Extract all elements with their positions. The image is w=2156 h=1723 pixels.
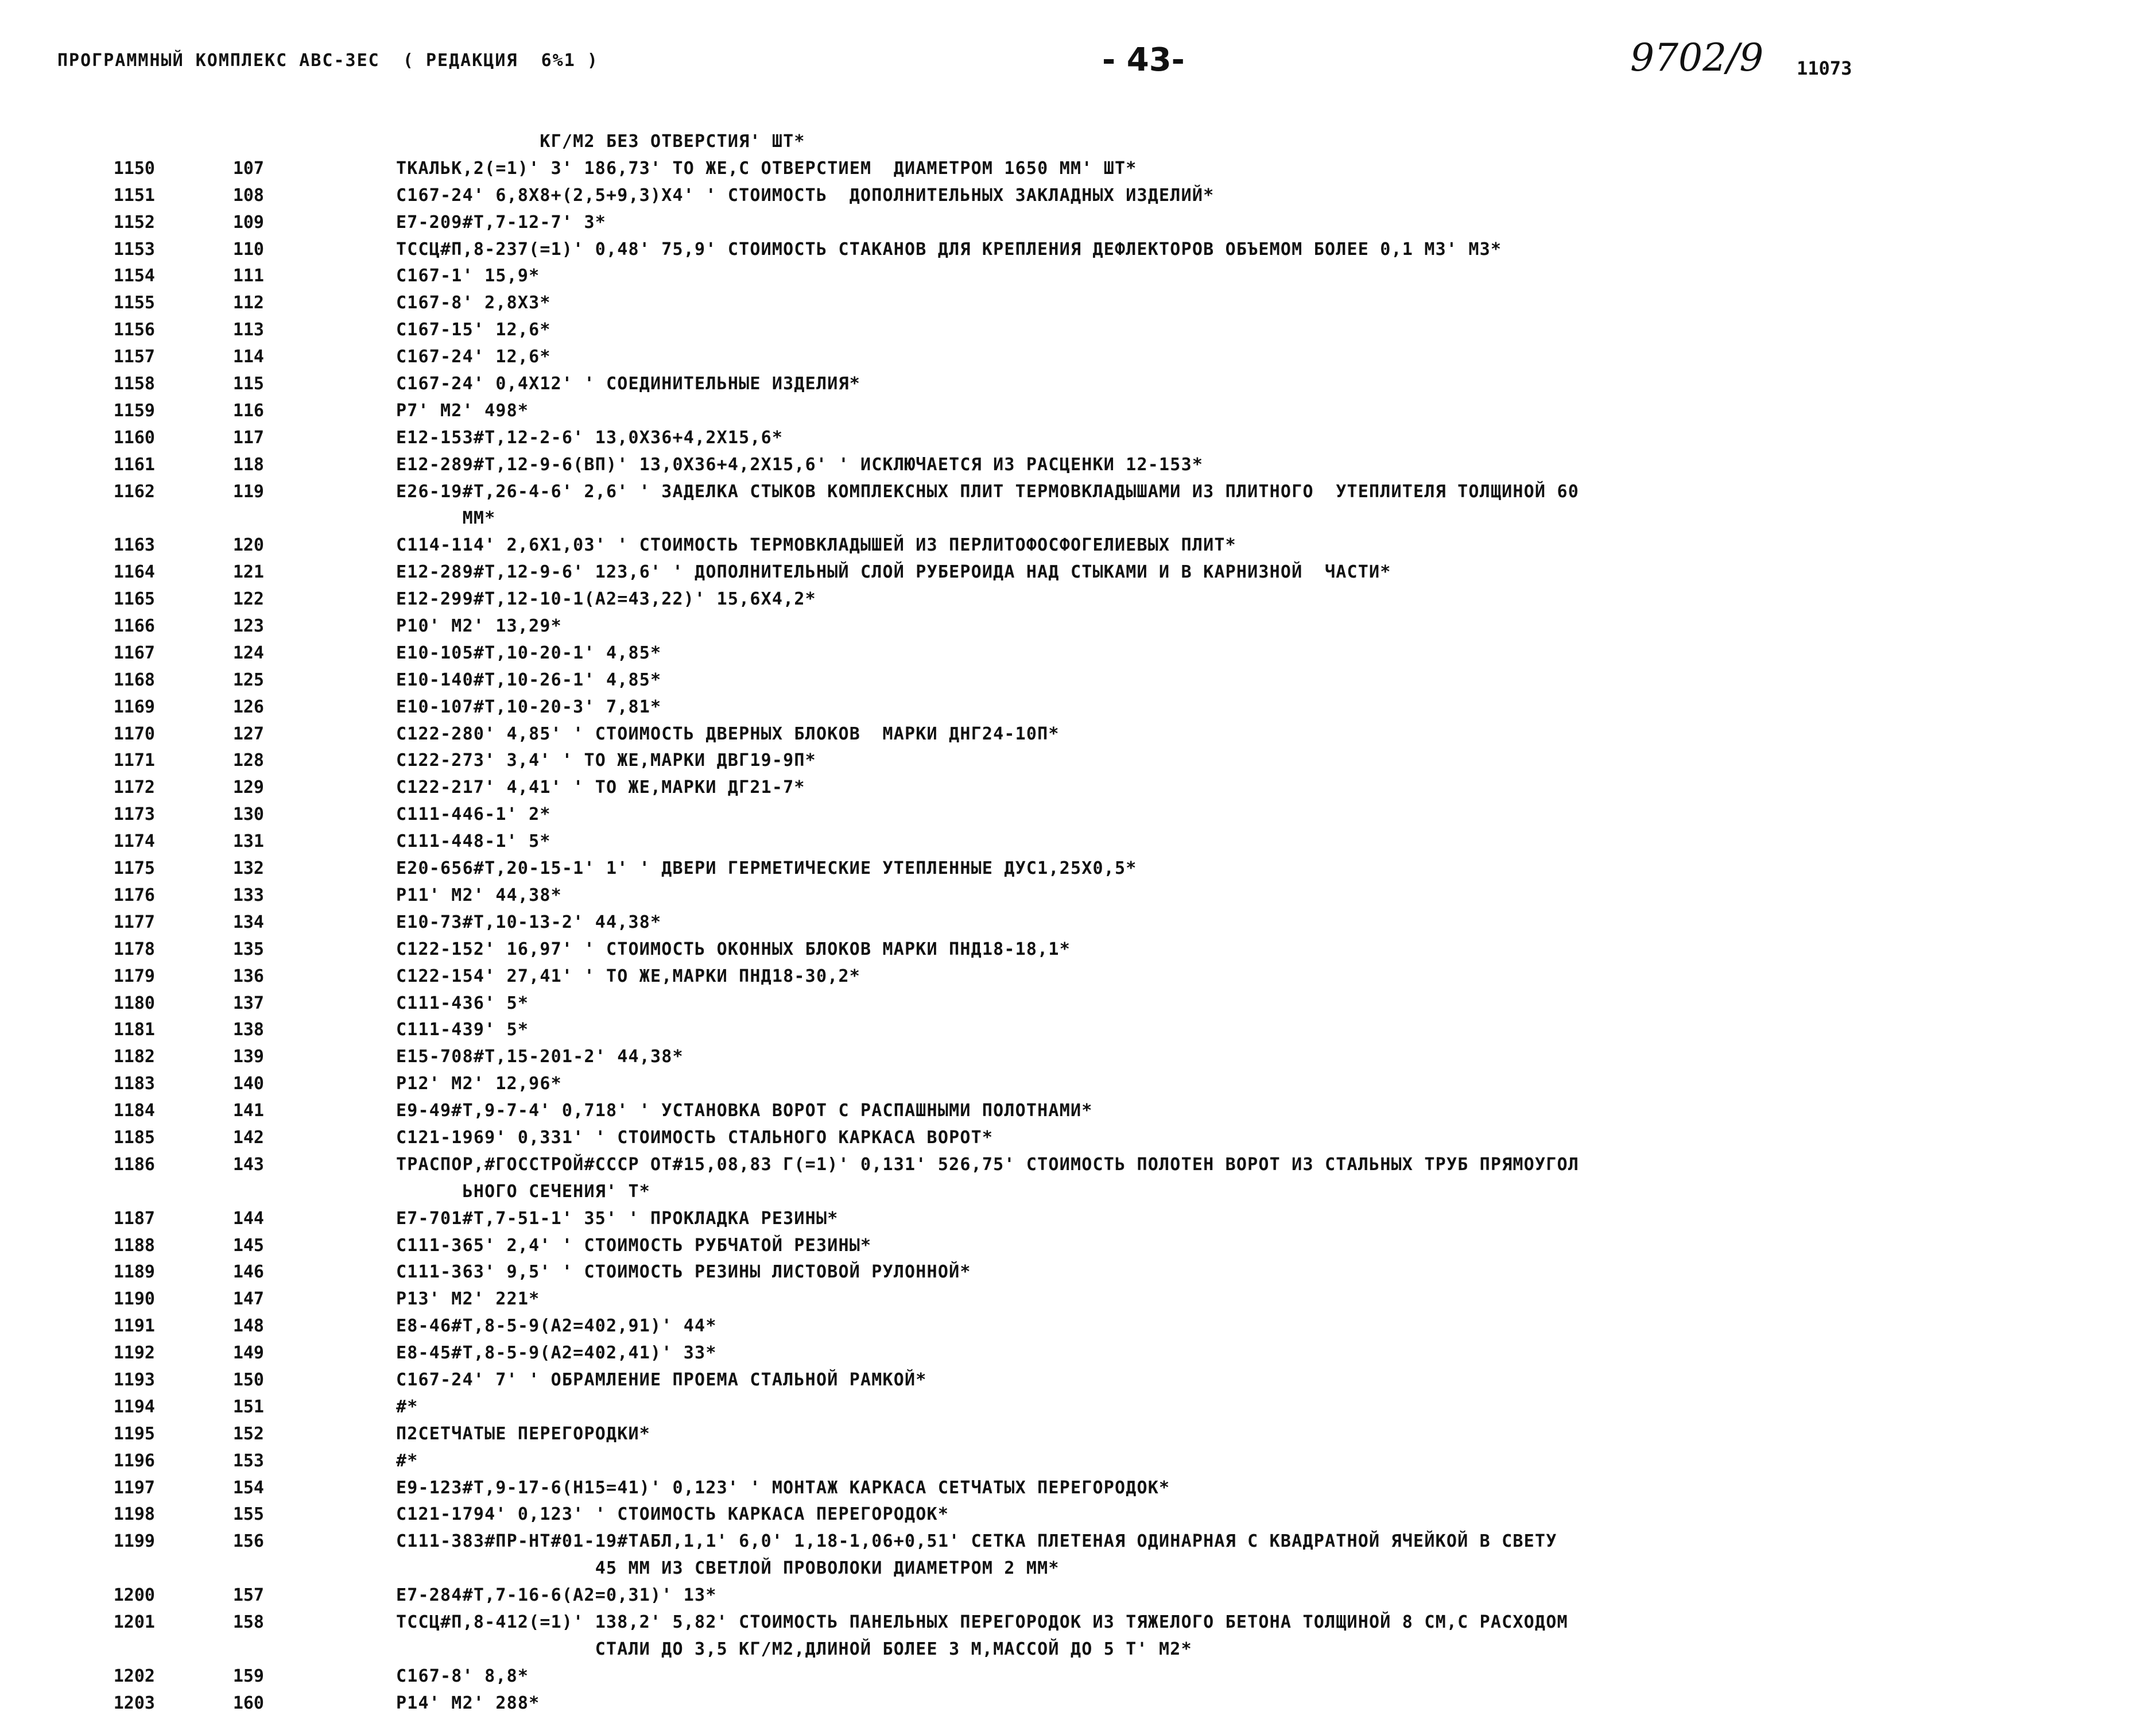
line-number: 1160 xyxy=(113,427,155,448)
listing-line xyxy=(0,1475,2156,1502)
operation-number: 119 xyxy=(232,481,264,502)
line-text: Е8-46#Т,8-5-9(А2=402,91)' 44* xyxy=(396,1316,717,1337)
listing-continuation-line xyxy=(0,1555,2156,1582)
line-number: 1172 xyxy=(113,777,155,798)
listing-line xyxy=(0,398,2156,425)
operation-number: 115 xyxy=(232,374,264,394)
operation-number: 136 xyxy=(232,966,264,986)
line-number: 1186 xyxy=(113,1154,155,1175)
line-text: С122-152' 16,97' ' СТОИМОСТЬ ОКОННЫХ БЛОКОВ МАРКИ ПНД18-18,1* xyxy=(396,939,1071,959)
operation-number: 123 xyxy=(232,616,264,637)
listing-line xyxy=(0,237,2156,264)
listing-line xyxy=(0,1125,2156,1152)
line-number: 1158 xyxy=(113,374,155,394)
listing-line xyxy=(0,532,2156,559)
operation-number: 160 xyxy=(232,1693,264,1713)
line-text: Р11' М2' 44,38* xyxy=(396,885,562,905)
operation-number: 140 xyxy=(232,1074,264,1094)
line-text: Е12-299#Т,12-10-1(А2=43,22)' 15,6Х4,2* xyxy=(396,589,816,610)
line-text: Р14' М2' 288* xyxy=(396,1693,540,1713)
operation-number: 134 xyxy=(232,912,264,932)
line-text: Е12-289#Т,12-9-6(ВП)' 13,0Х36+4,2Х15,6' ' ИСКЛЮЧАЕТСЯ ИЗ РАСЦЕНКИ 12-153* xyxy=(396,454,1204,475)
listing-line xyxy=(0,1609,2156,1636)
line-text: Е10-105#Т,10-20-1' 4,85* xyxy=(396,642,662,663)
operation-number: 143 xyxy=(232,1154,264,1175)
listing-line xyxy=(0,667,2156,694)
operation-number: 144 xyxy=(232,1208,264,1229)
listing-line xyxy=(0,694,2156,721)
line-text: С167-24' 12,6* xyxy=(396,347,551,367)
listing-line xyxy=(0,1071,2156,1098)
listing-line xyxy=(0,1044,2156,1071)
listing-line xyxy=(0,156,2156,183)
line-number: 1169 xyxy=(113,696,155,717)
operation-number: 146 xyxy=(232,1262,264,1283)
listing-line xyxy=(0,640,2156,667)
line-text: ТКАЛЬК,2(=1)' 3' 186,73' ТО ЖЕ,С ОТВЕРСТИЕМ ДИАМЕТРОМ 1650 ММ' ШТ* xyxy=(396,158,1137,179)
line-text: С111-439' 5* xyxy=(396,1020,529,1040)
listing-line xyxy=(0,210,2156,237)
line-text: #* xyxy=(396,1450,418,1471)
line-number: 1170 xyxy=(113,723,155,744)
line-number: 1198 xyxy=(113,1504,155,1525)
listing-line xyxy=(0,1367,2156,1394)
line-number: 1174 xyxy=(113,831,155,852)
line-number: 1157 xyxy=(113,347,155,367)
line-text: С111-363' 9,5' ' СТОИМОСТЬ РЕЗИНЫ ЛИСТОВОЙ РУЛОННОЙ* xyxy=(396,1262,971,1283)
line-text: Р12' М2' 12,96* xyxy=(396,1074,562,1094)
line-number: 1164 xyxy=(113,562,155,583)
listing-line xyxy=(0,1448,2156,1475)
line-number: 1197 xyxy=(113,1477,155,1498)
line-text: С122-280' 4,85' ' СТОИМОСТЬ ДВЕРНЫХ БЛОКОВ МАРКИ ДНГ24-10П* xyxy=(396,723,1060,744)
line-number: 1185 xyxy=(113,1127,155,1148)
line-number: 1182 xyxy=(113,1047,155,1067)
operation-number: 149 xyxy=(232,1343,264,1364)
listing-continuation-line xyxy=(0,505,2156,532)
line-text: Е9-123#Т,9-17-6(Н15=41)' 0,123' ' МОНТАЖ КАРКАСА СЕТЧАТЫХ ПЕРЕГОРОДОК* xyxy=(396,1477,1170,1498)
estimate-listing xyxy=(0,129,2156,1717)
line-number: 1171 xyxy=(113,750,155,771)
line-number: 1173 xyxy=(113,804,155,825)
line-number: 1183 xyxy=(113,1074,155,1094)
operation-number: 151 xyxy=(232,1396,264,1417)
line-text: Р13' М2' 221* xyxy=(396,1289,540,1310)
operation-number: 150 xyxy=(232,1369,264,1390)
operation-number: 117 xyxy=(232,427,264,448)
line-text: Р7' М2' 498* xyxy=(396,400,529,421)
line-number: 1190 xyxy=(113,1289,155,1310)
line-text: Е12-153#Т,12-2-6' 13,0Х36+4,2Х15,6* xyxy=(396,427,784,448)
operation-number: 156 xyxy=(232,1531,264,1552)
operation-number: 157 xyxy=(232,1585,264,1606)
listing-line xyxy=(0,1098,2156,1125)
line-text: Е8-45#Т,8-5-9(А2=402,41)' 33* xyxy=(396,1343,717,1364)
listing-line xyxy=(0,802,2156,828)
line-number: 1203 xyxy=(113,1693,155,1713)
operation-number: 118 xyxy=(232,454,264,475)
listing-line xyxy=(0,559,2156,586)
listing-line xyxy=(0,775,2156,802)
operation-number: 107 xyxy=(232,158,264,179)
listing-line xyxy=(0,748,2156,775)
operation-number: 158 xyxy=(232,1612,264,1632)
operation-number: 148 xyxy=(232,1316,264,1337)
line-number: 1166 xyxy=(113,616,155,637)
listing-continuation-line xyxy=(0,129,2156,156)
line-text: С167-8' 2,8Х3* xyxy=(396,293,551,313)
line-number: 1199 xyxy=(113,1531,155,1552)
line-text: П2СЕТЧАТЫЕ ПЕРЕГОРОДКИ* xyxy=(396,1423,651,1444)
line-text: С114-114' 2,6Х1,03' ' СТОИМОСТЬ ТЕРМОВКЛАДЫШЕЙ ИЗ ПЕРЛИТОФОСФОГЕЛИЕВЫХ ПЛИТ* xyxy=(396,535,1236,556)
line-text: #* xyxy=(396,1396,418,1417)
line-number: 1167 xyxy=(113,642,155,663)
listing-continuation-line xyxy=(0,1636,2156,1663)
operation-number: 126 xyxy=(232,696,264,717)
listing-line xyxy=(0,1206,2156,1233)
listing-line xyxy=(0,1286,2156,1313)
operation-number: 130 xyxy=(232,804,264,825)
listing-line xyxy=(0,1233,2156,1260)
operation-number: 135 xyxy=(232,939,264,959)
line-number: 1150 xyxy=(113,158,155,179)
operation-number: 121 xyxy=(232,562,264,583)
line-text: С111-446-1' 2* xyxy=(396,804,551,825)
line-text: С122-273' 3,4' ' ТО ЖЕ,МАРКИ ДВГ19-9П* xyxy=(396,750,816,771)
operation-number: 131 xyxy=(232,831,264,852)
operation-number: 114 xyxy=(232,347,264,367)
listing-line xyxy=(0,1259,2156,1286)
listing-line xyxy=(0,1313,2156,1340)
line-text: С167-15' 12,6* xyxy=(396,320,551,340)
line-number: 1168 xyxy=(113,669,155,690)
listing-line xyxy=(0,425,2156,452)
line-number: 1184 xyxy=(113,1101,155,1121)
listing-line xyxy=(0,1152,2156,1179)
line-text: Е10-140#Т,10-26-1' 4,85* xyxy=(396,669,662,690)
line-text: С111-436' 5* xyxy=(396,993,529,1013)
line-text: ММ* xyxy=(396,508,496,529)
line-number: 1181 xyxy=(113,1020,155,1040)
line-number: 1201 xyxy=(113,1612,155,1632)
operation-number: 145 xyxy=(232,1235,264,1256)
operation-number: 154 xyxy=(232,1477,264,1498)
page-number: - 43- xyxy=(1102,41,1185,79)
line-number: 1188 xyxy=(113,1235,155,1256)
line-text: СТАЛИ ДО 3,5 КГ/М2,ДЛИНОЙ БОЛЕЕ 3 М,МАССОЙ ДО 5 Т' М2* xyxy=(396,1639,1192,1659)
line-text: С167-24' 7' ' ОБРАМЛЕНИЕ ПРОЕМА СТАЛЬНОЙ РАМКОЙ* xyxy=(396,1369,927,1390)
line-text: Е26-19#Т,26-4-6' 2,6' ' ЗАДЕЛКА СТЫКОВ КОМПЛЕКСНЫХ ПЛИТ ТЕРМОВКЛАДЫШАМИ ИЗ ПЛИТНОГО УТЕПЛИТЕЛЯ ТОЛЩИНОЙ 60 xyxy=(396,481,1579,502)
line-text: Е10-107#Т,10-20-3' 7,81* xyxy=(396,696,662,717)
listing-line xyxy=(0,1017,2156,1044)
line-number: 1189 xyxy=(113,1262,155,1283)
line-number: 1152 xyxy=(113,212,155,233)
line-text: С121-1969' 0,331' ' СТОИМОСТЬ СТАЛЬНОГО КАРКАСА ВОРОТ* xyxy=(396,1127,994,1148)
line-number: 1191 xyxy=(113,1316,155,1337)
line-text: Е7-284#Т,7-16-6(А2=0,31)' 13* xyxy=(396,1585,717,1606)
line-number: 1151 xyxy=(113,185,155,206)
operation-number: 153 xyxy=(232,1450,264,1471)
listing-line xyxy=(0,183,2156,210)
listing-line xyxy=(0,586,2156,613)
line-text: Е15-708#Т,15-201-2' 44,38* xyxy=(396,1047,684,1067)
operation-number: 125 xyxy=(232,669,264,690)
line-number: 1196 xyxy=(113,1450,155,1471)
listing-line xyxy=(0,1394,2156,1421)
operation-number: 138 xyxy=(232,1020,264,1040)
listing-line xyxy=(0,613,2156,640)
listing-line xyxy=(0,1690,2156,1717)
listing-line xyxy=(0,855,2156,882)
listing-line xyxy=(0,371,2156,398)
line-text: С167-24' 0,4Х12' ' СОЕДИНИТЕЛЬНЫЕ ИЗДЕЛИЯ* xyxy=(396,374,860,394)
listing-line xyxy=(0,1582,2156,1609)
line-number: 1195 xyxy=(113,1423,155,1444)
listing-line xyxy=(0,936,2156,963)
line-number: 1159 xyxy=(113,400,155,421)
line-number: 1154 xyxy=(113,266,155,286)
line-number: 1161 xyxy=(113,454,155,475)
listing-line xyxy=(0,882,2156,909)
line-number: 1192 xyxy=(113,1343,155,1364)
line-text: КГ/М2 БЕЗ ОТВЕРСТИЯ' ШТ* xyxy=(396,131,805,152)
operation-number: 112 xyxy=(232,293,264,313)
operation-number: 139 xyxy=(232,1047,264,1067)
operation-number: 110 xyxy=(232,239,264,260)
operation-number: 128 xyxy=(232,750,264,771)
line-number: 1155 xyxy=(113,293,155,313)
listing-line xyxy=(0,263,2156,290)
line-text: Е20-656#Т,20-15-1' 1' ' ДВЕРИ ГЕРМЕТИЧЕСКИЕ УТЕПЛЕННЫЕ ДУС1,25Х0,5* xyxy=(396,858,1137,879)
operation-number: 111 xyxy=(232,266,264,286)
line-text: С122-217' 4,41' ' ТО ЖЕ,МАРКИ ДГ21-7* xyxy=(396,777,805,798)
line-number: 1165 xyxy=(113,589,155,610)
listing-line xyxy=(0,1421,2156,1448)
line-number: 1162 xyxy=(113,481,155,502)
line-number: 1187 xyxy=(113,1208,155,1229)
line-text: С111-383#ПР-НТ#01-19#ТАБЛ,1,1' 6,0' 1,18-1,06+0,51' СЕТКА ПЛЕТЕНАЯ ОДИНАРНАЯ С КВАДРАТНОЙ ЯЧЕЙКОЙ В СВЕТУ xyxy=(396,1531,1557,1552)
line-text: Е9-49#Т,9-7-4' 0,718' ' УСТАНОВКА ВОРОТ С РАСПАШНЫМИ ПОЛОТНАМИ* xyxy=(396,1101,1093,1121)
listing-line xyxy=(0,1528,2156,1555)
listing-line xyxy=(0,1663,2156,1690)
operation-number: 109 xyxy=(232,212,264,233)
listing-line xyxy=(0,344,2156,371)
line-number: 1156 xyxy=(113,320,155,340)
operation-number: 120 xyxy=(232,535,264,556)
listing-line xyxy=(0,479,2156,506)
operation-number: 116 xyxy=(232,400,264,421)
operation-number: 155 xyxy=(232,1504,264,1525)
operation-number: 152 xyxy=(232,1423,264,1444)
line-text: С167-1' 15,9* xyxy=(396,266,540,286)
line-text: 45 ММ ИЗ СВЕТЛОЙ ПРОВОЛОКИ ДИАМЕТРОМ 2 ММ* xyxy=(396,1558,1060,1579)
line-text: Е12-289#Т,12-9-6' 123,6' ' ДОПОЛНИТЕЛЬНЫЙ СЛОЙ РУБЕРОИДА НАД СТЫКАМИ И В КАРНИЗНОЙ ЧАСТИ* xyxy=(396,562,1391,583)
line-number: 1177 xyxy=(113,912,155,932)
line-number: 1176 xyxy=(113,885,155,905)
listing-line xyxy=(0,317,2156,344)
listing-line xyxy=(0,452,2156,479)
operation-number: 137 xyxy=(232,993,264,1013)
line-text: ТССЦ#П,8-412(=1)' 138,2' 5,82' СТОИМОСТЬ ПАНЕЛЬНЫХ ПЕРЕГОРОДОК ИЗ ТЯЖЕЛОГО БЕТОНА ТОЛЩИНОЙ 8 СМ,С РАСХОДОМ xyxy=(396,1612,1568,1632)
line-text: С167-24' 6,8Х8+(2,5+9,3)Х4' ' СТОИМОСТЬ ДОПОЛНИТЕЛЬНЫХ ЗАКЛАДНЫХ ИЗДЕЛИЙ* xyxy=(396,185,1215,206)
program-title: ПРОГРАММНЫЙ КОМПЛЕКС АВС-ЗЕС ( РЕДАКЦИЯ 6%1 ) xyxy=(57,51,599,71)
line-text: С121-1794' 0,123' ' СТОИМОСТЬ КАРКАСА ПЕРЕГОРОДОК* xyxy=(396,1504,949,1525)
line-number: 1178 xyxy=(113,939,155,959)
line-number: 1202 xyxy=(113,1666,155,1686)
line-number: 1193 xyxy=(113,1369,155,1390)
line-text: ТССЦ#П,8-237(=1)' 0,48' 75,9' СТОИМОСТЬ СТАКАНОВ ДЛЯ КРЕПЛЕНИЯ ДЕФЛЕКТОРОВ ОБЪЕМОМ БОЛЕЕ 0,1 М3' М3* xyxy=(396,239,1502,260)
operation-number: 147 xyxy=(232,1289,264,1310)
operation-number: 124 xyxy=(232,642,264,663)
listing-continuation-line xyxy=(0,1179,2156,1206)
listing-line xyxy=(0,990,2156,1017)
line-number: 1153 xyxy=(113,239,155,260)
listing-line xyxy=(0,1501,2156,1528)
line-text: Е10-73#Т,10-13-2' 44,38* xyxy=(396,912,662,932)
line-number: 1200 xyxy=(113,1585,155,1606)
line-text: Е7-209#Т,7-12-7' 3* xyxy=(396,212,606,233)
listing-line xyxy=(0,963,2156,990)
operation-number: 108 xyxy=(232,185,264,206)
line-text: С167-8' 8,8* xyxy=(396,1666,529,1686)
sheet-number: 11073 xyxy=(1797,57,1852,79)
line-text: С122-154' 27,41' ' ТО ЖЕ,МАРКИ ПНД18-30,2* xyxy=(396,966,860,986)
line-text: С111-448-1' 5* xyxy=(396,831,551,852)
line-text: С111-365' 2,4' ' СТОИМОСТЬ РУБЧАТОЙ РЕЗИНЫ* xyxy=(396,1235,872,1256)
page-header xyxy=(0,0,2156,115)
listing-line xyxy=(0,828,2156,855)
line-text: Е7-701#Т,7-51-1' 35' ' ПРОКЛАДКА РЕЗИНЫ* xyxy=(396,1208,839,1229)
operation-number: 122 xyxy=(232,589,264,610)
operation-number: 142 xyxy=(232,1127,264,1148)
line-number: 1175 xyxy=(113,858,155,879)
listing-line xyxy=(0,290,2156,317)
line-text: ТРАСПОР,#ГОССТРОЙ#СССР ОТ#15,08,83 Г(=1)' 0,131' 526,75' СТОИМОСТЬ ПОЛОТЕН ВОРОТ ИЗ СТАЛЬНЫХ ТРУБ ПРЯМОУГОЛ xyxy=(396,1154,1579,1175)
operation-number: 113 xyxy=(232,320,264,340)
line-text: Р10' М2' 13,29* xyxy=(396,616,562,637)
operation-number: 141 xyxy=(232,1101,264,1121)
line-text: ЬНОГО СЕЧЕНИЯ' Т* xyxy=(396,1181,651,1202)
operation-number: 159 xyxy=(232,1666,264,1686)
operation-number: 132 xyxy=(232,858,264,879)
line-number: 1180 xyxy=(113,993,155,1013)
operation-number: 133 xyxy=(232,885,264,905)
operation-number: 129 xyxy=(232,777,264,798)
operation-number: 127 xyxy=(232,723,264,744)
handwritten-document-number: 9702/9 xyxy=(1630,36,1764,80)
line-number: 1179 xyxy=(113,966,155,986)
listing-line xyxy=(0,909,2156,936)
listing-line xyxy=(0,721,2156,748)
line-number: 1163 xyxy=(113,535,155,556)
listing-line xyxy=(0,1340,2156,1367)
line-number: 1194 xyxy=(113,1396,155,1417)
